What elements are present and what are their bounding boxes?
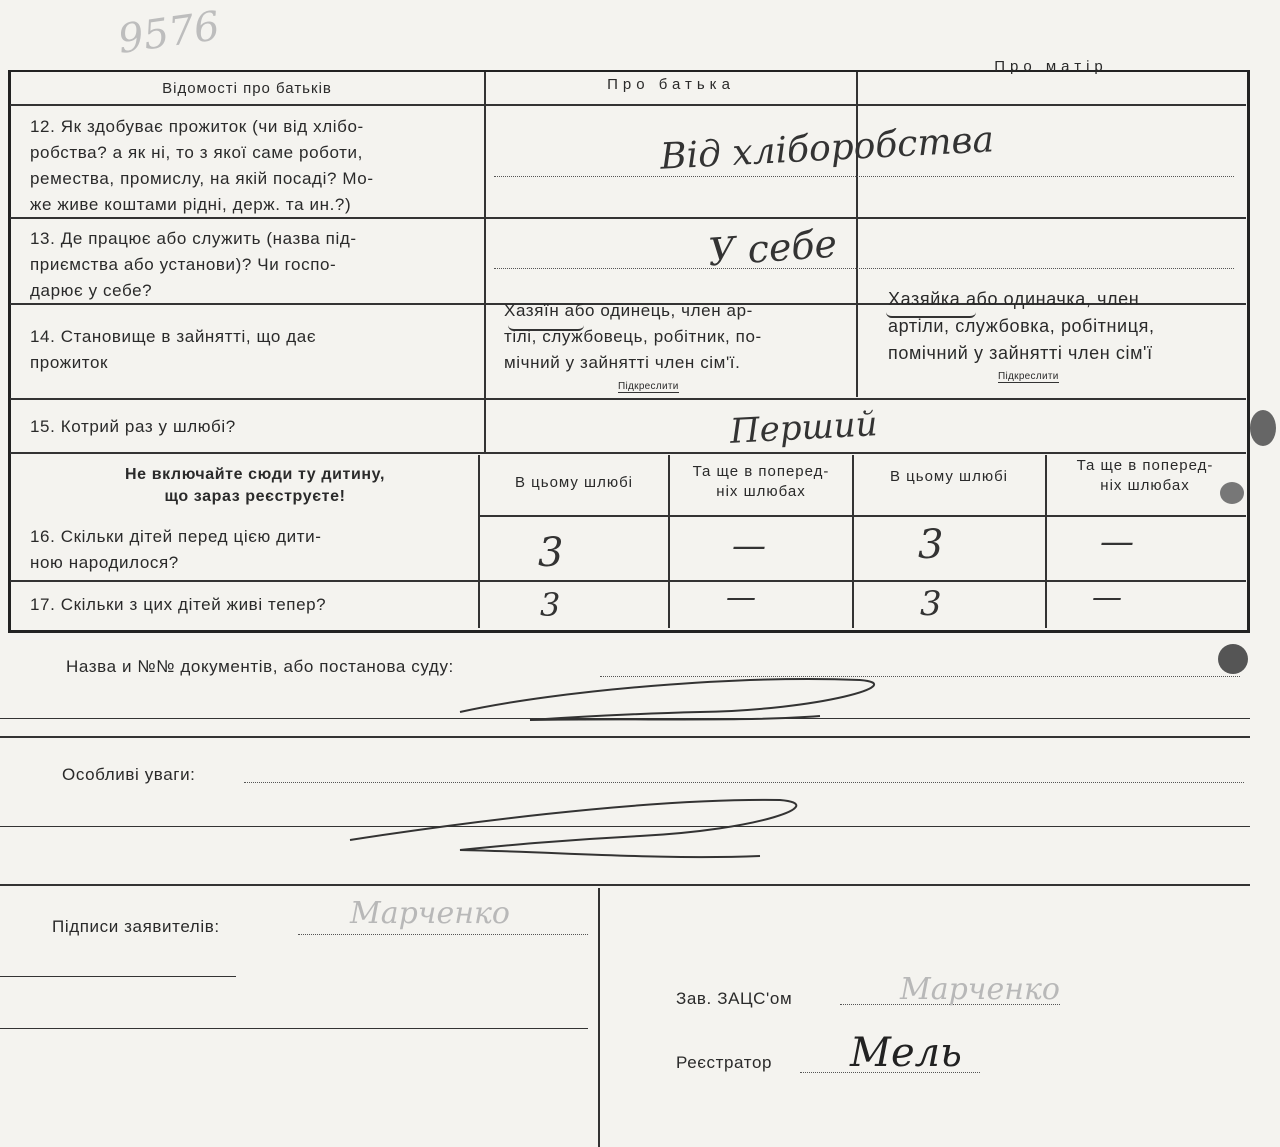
applicants-line-2 — [0, 1028, 588, 1029]
row-17-father-prev: — — [726, 580, 756, 615]
binding-mark — [1250, 410, 1276, 446]
row-13-dotline — [494, 268, 1234, 269]
row-line-15 — [10, 452, 1246, 454]
ink-blot — [1220, 482, 1244, 504]
row-15-label: 15. Котрий раз у шлюбі? — [30, 417, 236, 436]
row-16-mother-this: 3 — [918, 522, 944, 568]
father-underline-mark — [508, 325, 584, 331]
row-16-label: 16. Скільки дітей перед цією дити- ною народилося? — [30, 527, 322, 572]
row-13-label: 13. Де працює або служить (назва під- приємства або установи)? Чи госпо- дарює у себе? — [30, 229, 357, 300]
row-12-answer: Від хліборобства — [659, 119, 995, 178]
remarks-cancel-stroke — [340, 790, 820, 870]
mother-underline-mark — [886, 312, 976, 318]
applicants-signature: Марченко — [350, 896, 510, 931]
head-signature: Марченко — [900, 972, 1060, 1007]
remarks-line-2 — [0, 884, 1250, 886]
row-17-mother-prev: — — [1092, 580, 1122, 615]
row-17-father-this: 3 — [540, 586, 561, 624]
documents-line-2 — [0, 736, 1250, 738]
row-14-father-options: Хазяїн або одинець, член ар- тілі, службовець, робітник, по- мічний у зайнятті член сім'ї. — [504, 301, 762, 372]
row-14-mother-options: Хазяйка або одиначка, член артіли, службовка, робітниця, помічний у зайнятті член сім'ї — [888, 289, 1155, 363]
row-12-label: 12. Як здобуває прожиток (чи від хлібо- робства? а як ні, то з якої саме роботи, ремества, промислу, на якій посаді? Мо- же живе коштами рідні, держ. та ин.?) — [30, 117, 374, 214]
applicants-dotline — [298, 934, 588, 935]
signature-divider — [598, 888, 600, 1147]
row-16-father-this: 3 — [538, 530, 564, 576]
col-divider-1 — [484, 72, 486, 452]
applicants-label: Підписи заявителів: — [52, 917, 220, 936]
col-header-father-prev: Та ще в поперед- ніх шлюбах — [692, 463, 830, 500]
row-16-mother-prev: — — [1100, 522, 1134, 562]
row-14-father-note: Підкреслити — [618, 381, 679, 392]
row-17-mother-this: 3 — [920, 584, 942, 624]
row-15-answer: Перший — [729, 404, 879, 452]
header-info: Відомості про батьків — [162, 80, 332, 97]
registrar-signature: Мель — [850, 1030, 962, 1076]
row-line-16 — [10, 580, 1246, 582]
documents-label: Назва и №№ документів, або постанова суду: — [66, 657, 454, 676]
binding-hole — [1218, 644, 1248, 674]
col-divider-2 — [856, 72, 858, 397]
row-line-14 — [10, 398, 1246, 400]
remarks-dotline — [244, 782, 1244, 783]
corner-number: 9576 — [115, 3, 223, 63]
row-16-father-prev: — — [732, 526, 766, 566]
col-header-father-this: В цьому шлюбі — [514, 474, 634, 491]
row-17-label: 17. Скільки з цих дітей живі тепер? — [30, 595, 327, 614]
header-mother: Про матір — [994, 58, 1108, 75]
registrar-label: Реєстратор — [676, 1053, 773, 1072]
row-13-answer: У себе — [706, 221, 839, 275]
documents-cancel-stroke — [440, 660, 900, 730]
row-line-subheader — [478, 515, 1246, 517]
row-line-header — [10, 104, 1246, 106]
row-14-mother-note: Підкреслити — [998, 371, 1059, 382]
row-14-label: 14. Становище в зайнятті, що дає прожиток — [30, 327, 317, 372]
header-father: Про батька — [607, 76, 735, 93]
remarks-label: Особливі уваги: — [62, 765, 196, 784]
applicants-line-1 — [0, 976, 236, 977]
col-header-mother-this: В цьому шлюбі — [889, 468, 1009, 485]
children-note: Не включайте сюди ту дитину, що зараз реєструєте! — [125, 466, 385, 505]
col-header-mother-prev: Та ще в поперед- ніх шлюбах — [1076, 457, 1214, 494]
row-12-dotline — [494, 176, 1234, 177]
head-label: Зав. ЗАЦС'ом — [676, 989, 793, 1008]
